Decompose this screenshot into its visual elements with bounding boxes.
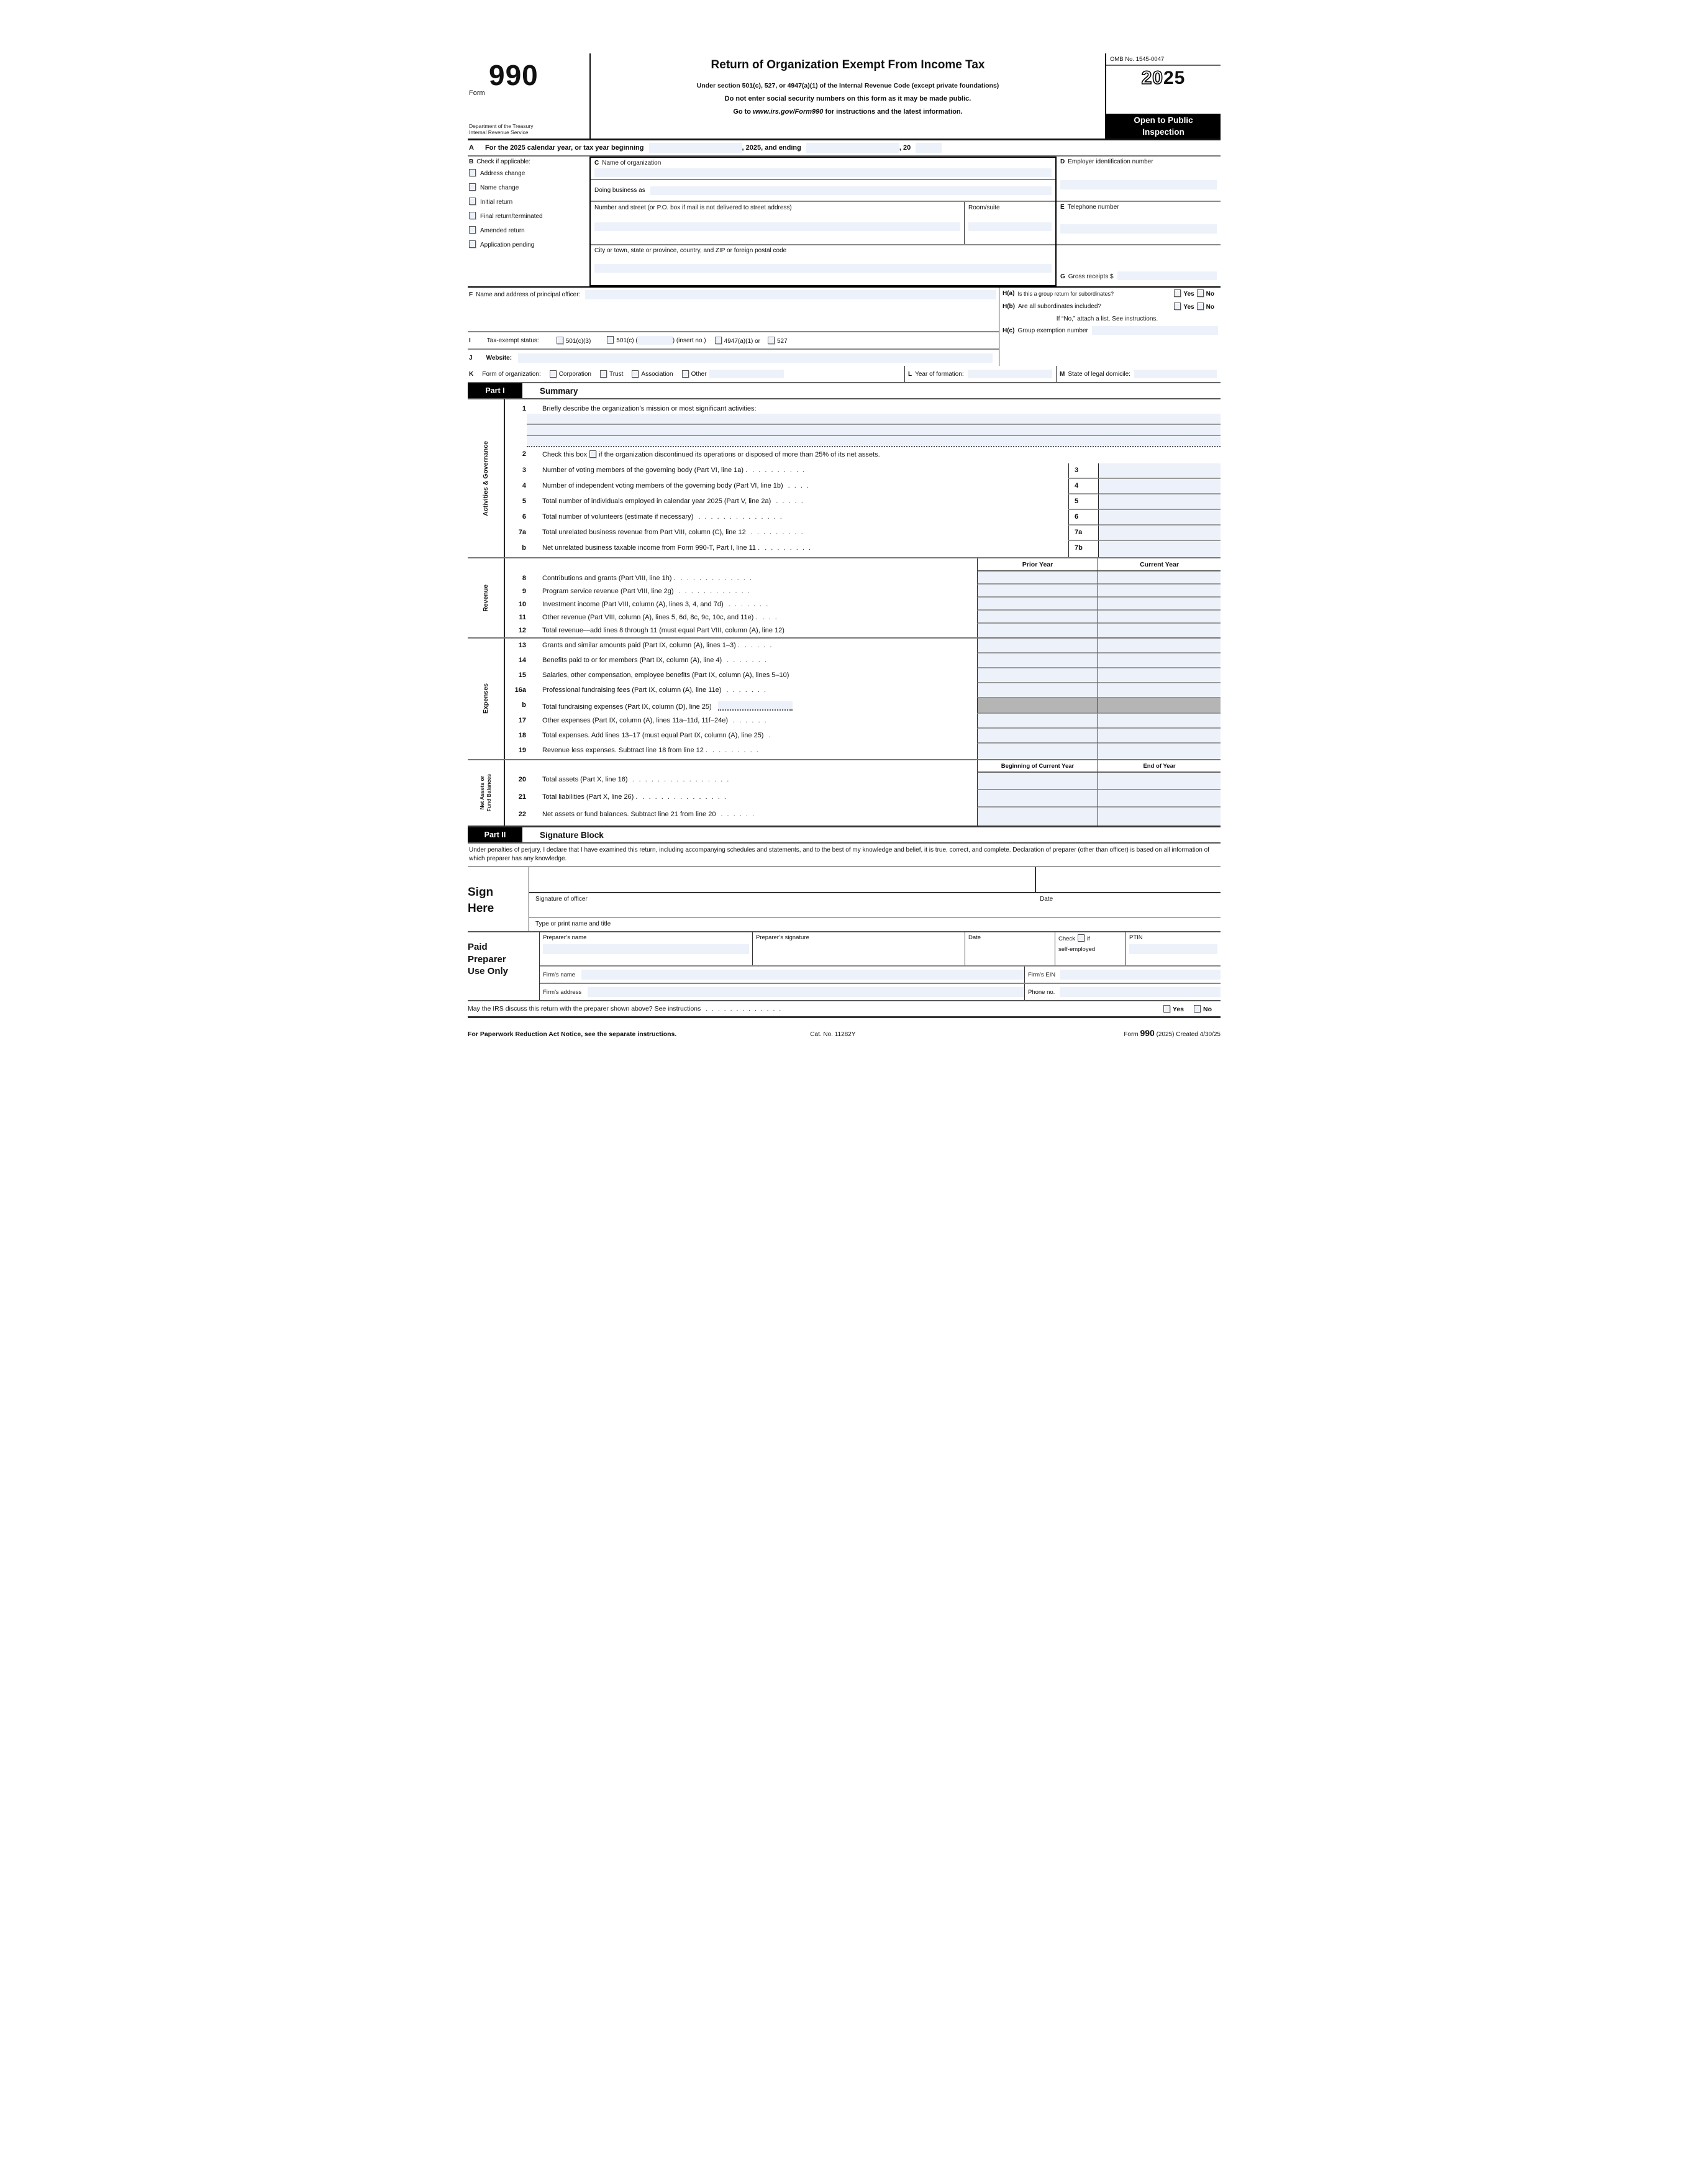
line20-row: 20 Total assets (Part X, line 16) . . . . . . . . . . . . . . . . (505, 773, 1221, 790)
section-l: L Year of formation: (904, 366, 1056, 382)
paid-preparer-label: Paid Preparer Use Only (468, 932, 540, 1000)
line22-row: 22 Net assets or fund balances. Subtract line 21 from line 20 . . . . . . (505, 808, 1221, 826)
year-column-headers (505, 558, 1221, 571)
line13-row: 13 Grants and similar amounts paid (Part IX, column (A), lines 1–3) . . . . . . (505, 639, 1221, 653)
line9-prior-cell[interactable] (977, 585, 1098, 598)
line-a-text: For the 2025 calendar year, or tax year beginning (484, 144, 644, 152)
line13-current-cell[interactable] (1098, 639, 1221, 653)
h-b-note: If “No,” attach a list. See instructions. (1056, 316, 1158, 322)
self-employed-cell: Check if self-employed (1055, 932, 1125, 965)
form-990-page (422, 0, 1265, 1092)
gross-receipts-cell: G Gross receipts $ (1057, 245, 1221, 285)
mission-input-1[interactable] (527, 414, 1221, 425)
part2-badge: Part II (468, 827, 522, 842)
line18-row: 18 Total expenses. Add lines 13–17 (must equal Part IX, column (A), line 25) . (505, 729, 1221, 744)
tax-year-end-input[interactable] (806, 143, 899, 153)
agency-line-2: Internal Revenue Service (469, 129, 529, 136)
h-c-row: H(c) Group exemption number (1003, 326, 1221, 337)
4947a1-checkbox[interactable] (715, 337, 722, 344)
line21-end-cell[interactable] (1098, 790, 1221, 808)
self-employed-checkbox[interactable] (1078, 934, 1084, 942)
agency-lines (469, 123, 533, 136)
city-row: City or town, state or province, country, and ZIP or foreign postal code (591, 245, 1055, 285)
mission-input-3[interactable] (527, 436, 1221, 447)
tax-year-end-yy-input[interactable] (916, 143, 942, 153)
group-exemption-input[interactable] (1092, 326, 1218, 335)
trust-checkbox[interactable] (600, 370, 607, 378)
form-word: Form (469, 89, 485, 97)
application-pending-checkbox[interactable] (469, 240, 476, 248)
line16a-prior-cell[interactable] (977, 683, 1098, 698)
paid-preparer-block (468, 932, 1221, 1001)
net-assets-section (468, 760, 1221, 827)
hb-no-checkbox[interactable] (1197, 303, 1204, 310)
line12-current-cell[interactable] (1098, 624, 1221, 637)
signature-of-officer-label: Signature of officer (535, 896, 588, 903)
ptin-input[interactable] (1129, 944, 1217, 954)
section-k: K Form of organization: Corporation Trust Association Other L Year of formation: M State of legal domicile: (468, 366, 1221, 383)
dba-row: Doing business as (591, 180, 1055, 202)
check-if-applicable-label: Check if applicable: (476, 158, 530, 165)
org-name-row: C Name of organization (591, 158, 1055, 180)
line4-value-cell[interactable] (1099, 479, 1221, 494)
name-change-checkbox[interactable] (469, 183, 476, 191)
balance-column-headers (505, 760, 1221, 773)
ha-no-checkbox[interactable] (1197, 289, 1204, 297)
type-or-print-label: Type or print name and title (529, 917, 1221, 931)
governance-section (468, 399, 1221, 558)
line14-row: 14 Benefits paid to or for members (Part IX, column (A), line 4) . . . . . . . (505, 653, 1221, 668)
line15-prior-cell[interactable] (977, 668, 1098, 683)
street-row: Number and street (or P.O. box if mail is not delivered to street address) Room/suite (591, 202, 1055, 245)
sign-here-label: Sign Here (468, 867, 529, 931)
line16b-prior-cell-blocked (977, 698, 1098, 714)
section-f: F Name and address of principal officer: (468, 288, 999, 331)
line7a-value-cell[interactable] (1099, 526, 1221, 541)
gross-receipts-input[interactable] (1117, 271, 1217, 280)
firm-name-row: Firm’s name Firm’s EIN (540, 967, 1221, 984)
room-suite-input[interactable] (968, 222, 1052, 231)
h-b-row: H(b) Are all subordinates included? Yes No (1003, 303, 1214, 311)
firm-address-row: Firm’s address Phone no. (540, 984, 1221, 1000)
form-id-footer: Form 990 (2025) Created 4/30/25 (1124, 1028, 1221, 1038)
section-c (589, 157, 1057, 286)
discuss-yes-checkbox[interactable] (1163, 1005, 1170, 1012)
line3-value-cell[interactable] (1099, 463, 1221, 479)
section-b: B Check if applicable: Address change Name change Initial return Final return/terminated Amended return Application pending (469, 158, 543, 248)
line22-begin-cell[interactable] (977, 808, 1098, 826)
preparer-name-input[interactable] (543, 944, 749, 954)
form-header (468, 53, 1221, 140)
year-of-formation-input[interactable] (968, 370, 1052, 378)
org-name-input[interactable] (594, 168, 1052, 177)
line6-value-cell[interactable] (1099, 510, 1221, 526)
firm-name-input[interactable] (581, 970, 1024, 980)
line20-begin-cell[interactable] (977, 773, 1098, 790)
line7b-row: b Net unrelated business taxable income from Form 990-T, Part I, line 11 . . . . . . . . . 7b (505, 541, 1221, 557)
catalog-number: Cat. No. 11282Y (810, 1031, 856, 1038)
line3-row: 3 Number of voting members of the governing body (Part VI, line 1a) . . . . . . . . . . 3 (505, 463, 1221, 479)
date-divider-tick (1035, 867, 1036, 892)
part2-title: Signature Block (540, 830, 604, 840)
mission-block: 1 Briefly describe the organization’s mission or most significant activities: (505, 399, 1221, 447)
line-a: A For the 2025 calendar year, or tax year beginning , 2025, and ending , 20 (468, 140, 1221, 157)
527-checkbox[interactable] (768, 337, 775, 344)
instruction-1: Do not enter social security numbers on this form as it may be made public. (724, 95, 971, 102)
line7a-row: 7a Total unrelated business revenue from Part VIII, column (C), line 12 . . . . . . . . . 7a (505, 526, 1221, 541)
line7b-value-cell[interactable] (1099, 541, 1221, 557)
may-irs-discuss-row: May the IRS discuss this return with the preparer shown above? See instructions . . . . . . . . . . . . . Yes No (468, 1001, 1221, 1018)
omb-number: OMB No. 1545-0047 (1106, 53, 1221, 66)
omb-block (1106, 53, 1221, 139)
line19-row: 19 Revenue less expenses. Subtract line 18 from line 12 . . . . . . . . . (505, 744, 1221, 759)
form-number: 990 (489, 59, 539, 91)
f-i-j-col (468, 288, 999, 366)
city-input[interactable] (594, 264, 1052, 273)
line17-row: 17 Other expenses (Part IX, column (A), lines 11a–11d, 11f–24e) . . . . . . (505, 714, 1221, 729)
line16b-current-cell-blocked (1098, 698, 1221, 714)
other-org-checkbox[interactable] (682, 370, 689, 378)
line8-prior-cell[interactable] (977, 571, 1098, 585)
form-title: Return of Organization Exempt From Income Tax (711, 58, 985, 71)
part2-header (468, 827, 1221, 844)
line19-current-cell[interactable] (1098, 744, 1221, 759)
501c-insert-input[interactable] (638, 336, 673, 345)
end-of-year-header: End of Year (1098, 760, 1221, 773)
part1-badge: Part I (468, 383, 522, 398)
line17-prior-cell[interactable] (977, 714, 1098, 729)
line2-row: 2 Check this box if the organization discontinued its operations or disposed of more than 25% of its net assets. (522, 450, 880, 458)
dba-input[interactable] (650, 186, 1052, 195)
officer-date-label: Date (1040, 896, 1053, 903)
line10-row: 10 Investment income (Part VIII, column (A), lines 3, 4, and 7d) . . . . . . . (505, 598, 1221, 611)
phone-input[interactable] (1060, 987, 1221, 997)
section-m: M State of legal domicile: (1056, 366, 1221, 382)
ein-cell: D Employer identification number (1057, 157, 1221, 202)
officer-group-block (468, 286, 1221, 366)
line6-row: 6 Total number of volunteers (estimate if necessary) . . . . . . . . . . . . . . 6 (505, 510, 1221, 526)
line12-row: 12 Total revenue—add lines 8 through 11 (must equal Part VIII, column (A), line 12) (505, 624, 1221, 637)
form-footer (468, 1028, 1221, 1038)
initial-return-checkbox[interactable] (469, 198, 476, 205)
line14-prior-cell[interactable] (977, 653, 1098, 668)
ptin-cell: PTIN (1125, 932, 1221, 965)
section-j: J Website: (468, 350, 999, 366)
final-return-checkbox[interactable] (469, 212, 476, 219)
preparer-row (540, 932, 1221, 967)
form-number-block (468, 53, 589, 139)
part1-title: Summary (540, 386, 578, 396)
tax-year: 2025 (1141, 68, 1186, 88)
perjury-statement: Under penalties of perjury, I declare that I have examined this return, including accompanying schedules and statements, and to the best of my knowledge and belief, it is true, correct, and complete. Declaration of preparer (other than officer) is based on all information of which preparer has any knowledge. (469, 847, 1209, 862)
preparer-signature-cell[interactable]: Preparer’s signature (752, 932, 965, 965)
line21-row: 21 Total liabilities (Part X, line 26) . . . . . . . . . . . . . . . (505, 790, 1221, 808)
form-990 (468, 53, 1221, 1038)
501c3-checkbox[interactable] (557, 337, 563, 344)
h-a-row: H(a) Is this a group return for subordinates? Yes No (1003, 290, 1214, 298)
section-i: I Tax-exempt status: 501(c)(3) 501(c) ( ) (insert no.) 4947(a)(1) or 527 (468, 331, 999, 350)
line11-prior-cell[interactable] (977, 611, 1098, 624)
other-org-input[interactable] (709, 370, 784, 378)
room-suite-cell: Room/suite (964, 202, 1055, 244)
website-input[interactable] (518, 353, 993, 363)
line10-prior-cell[interactable] (977, 598, 1098, 611)
line12-prior-cell[interactable] (977, 624, 1098, 637)
form-subtitle: Under section 501(c), 527, or 4947(a)(1) of the Internal Revenue Code (except private foundations) (696, 82, 999, 89)
line10-current-cell[interactable] (1098, 598, 1221, 611)
line13-prior-cell[interactable] (977, 639, 1098, 653)
firm-address-input[interactable] (588, 987, 1024, 997)
corporation-checkbox[interactable] (550, 370, 557, 378)
line19-prior-cell[interactable] (977, 744, 1098, 759)
line5-value-cell[interactable] (1099, 494, 1221, 510)
discuss-no-checkbox[interactable] (1194, 1005, 1201, 1012)
line15-row: 15 Salaries, other compensation, employee benefits (Part IX, column (A), lines 5–10) (505, 668, 1221, 683)
paperwork-notice: For Paperwork Reduction Act Notice, see the separate instructions. (468, 1031, 677, 1038)
line16a-current-cell[interactable] (1098, 683, 1221, 698)
total-fundraising-input[interactable] (718, 701, 793, 711)
line8-row: 8 Contributions and grants (Part VIII, line 1h) . . . . . . . . . . . . . (505, 571, 1221, 585)
line15-current-cell[interactable] (1098, 668, 1221, 683)
firm-ein-input[interactable] (1060, 970, 1221, 980)
amended-return-checkbox[interactable] (469, 226, 476, 234)
entity-info-block (468, 157, 1221, 286)
open-to-public-badge: Open to Public Inspection (1106, 114, 1221, 139)
line21-begin-cell[interactable] (977, 790, 1098, 808)
title-block (589, 53, 1106, 139)
section-h (999, 288, 1221, 366)
sign-here-block (468, 867, 1221, 932)
line18-prior-cell[interactable] (977, 729, 1098, 744)
prior-year-header: Prior Year (977, 558, 1098, 571)
line11-row: 11 Other revenue (Part VIII, column (A), lines 5, 6d, 8c, 9c, 10c, and 11e) . . . . (505, 611, 1221, 624)
line18-current-cell[interactable] (1098, 729, 1221, 744)
agency-line-1: Department of the Treasury (469, 122, 534, 129)
part1-header (468, 383, 1221, 399)
line9-current-cell[interactable] (1098, 585, 1221, 598)
governance-side-label: Activities & Governance (468, 399, 505, 557)
association-checkbox[interactable] (632, 370, 639, 378)
revenue-side-label: Revenue (468, 558, 505, 637)
address-change-checkbox[interactable] (469, 169, 476, 176)
line8-current-cell[interactable] (1098, 571, 1221, 585)
discontinued-operations-checkbox[interactable] (589, 450, 596, 458)
line5-row: 5 Total number of individuals employed in calendar year 2025 (Part V, line 2a) . . . . . 5 (505, 494, 1221, 510)
line16a-row: 16a Professional fundraising fees (Part IX, column (A), line 11e) . . . . . . . (505, 683, 1221, 698)
telephone-cell: E Telephone number (1057, 202, 1221, 245)
officer-signature-area[interactable] (529, 867, 1221, 893)
line11-current-cell[interactable] (1098, 611, 1221, 624)
current-year-header: Current Year (1098, 558, 1221, 571)
telephone-input[interactable] (1060, 224, 1217, 234)
expenses-side-label: Expenses (468, 639, 505, 759)
net-assets-side-label: Net Assets or Fund Balances (468, 760, 505, 826)
hb-yes-checkbox[interactable] (1174, 303, 1181, 310)
mission-label: Briefly describe the organization’s mission or most significant activities: (542, 405, 757, 412)
section-d-e-g (1057, 157, 1221, 286)
line17-current-cell[interactable] (1098, 714, 1221, 729)
ein-input[interactable] (1060, 180, 1217, 189)
501c-checkbox[interactable] (607, 336, 614, 344)
preparer-date-cell[interactable]: Date (965, 932, 1055, 965)
line22-end-cell[interactable] (1098, 808, 1221, 826)
legal-domicile-input[interactable] (1134, 370, 1217, 378)
line20-end-cell[interactable] (1098, 773, 1221, 790)
irs-url: www.irs.gov/Form990 (753, 108, 824, 116)
beginning-of-year-header: Beginning of Current Year (977, 760, 1098, 773)
mission-input-2[interactable] (527, 425, 1221, 436)
principal-officer-input[interactable] (585, 290, 996, 299)
line4-row: 4 Number of independent voting members of the governing body (Part VI, line 1b) . . . . 4 (505, 479, 1221, 494)
revenue-section (468, 558, 1221, 639)
street-input[interactable] (594, 222, 960, 231)
tax-year-begin-input[interactable] (649, 143, 742, 153)
line14-current-cell[interactable] (1098, 653, 1221, 668)
expenses-section (468, 639, 1221, 760)
instruction-2: Go to www.irs.gov/Form990 for instructions and the latest information. (733, 108, 963, 116)
ha-yes-checkbox[interactable] (1174, 289, 1181, 297)
line16b-row: b Total fundraising expenses (Part IX, column (D), line 25) (505, 698, 1221, 714)
preparer-name-cell: Preparer’s name (540, 932, 752, 965)
line9-row: 9 Program service revenue (Part VIII, line 2g) . . . . . . . . . . . . (505, 585, 1221, 598)
